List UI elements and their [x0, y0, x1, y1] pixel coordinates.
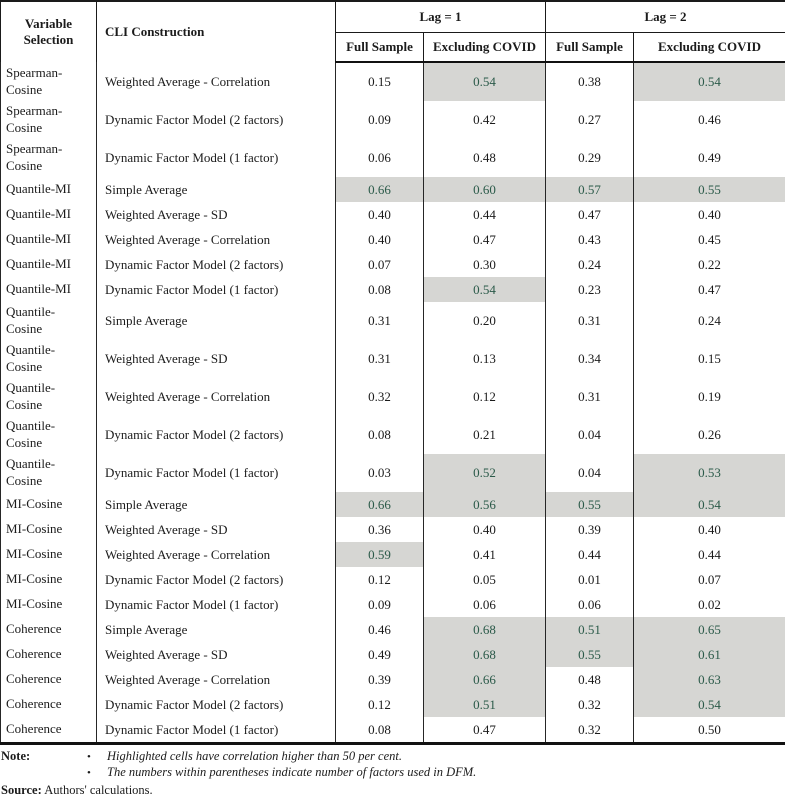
value-excluding-covid-lag1: 0.40 — [424, 517, 546, 542]
cli-construction-cell: Dynamic Factor Model (2 factors) — [97, 416, 336, 454]
value-excluding-covid-lag2: 0.40 — [634, 517, 785, 542]
value-excluding-covid-lag2: 0.40 — [634, 202, 785, 227]
value-full-sample-lag2: 0.48 — [546, 667, 634, 692]
value-full-sample-lag2: 0.55 — [546, 642, 634, 667]
variable-selection-cell: Quantile-MI — [1, 252, 97, 277]
value-excluding-covid-lag2: 0.22 — [634, 252, 785, 277]
value-full-sample-lag1: 0.66 — [336, 177, 424, 202]
value-excluding-covid-lag1: 0.68 — [424, 642, 546, 667]
value-excluding-covid-lag2: 0.50 — [634, 717, 785, 744]
value-full-sample-lag2: 0.31 — [546, 378, 634, 416]
value-full-sample-lag1: 0.39 — [336, 667, 424, 692]
table-row — [1, 416, 785, 454]
variable-selection-cell: Quantile-Cosine — [1, 340, 97, 378]
variable-selection-cell: Quantile-MI — [1, 277, 97, 302]
value-full-sample-lag2: 0.51 — [546, 617, 634, 642]
table-row — [1, 177, 785, 202]
variable-selection-cell: MI-Cosine — [1, 517, 97, 542]
value-full-sample-lag1: 0.59 — [336, 542, 424, 567]
value-excluding-covid-lag2: 0.26 — [634, 416, 785, 454]
cli-construction-cell: Weighted Average - Correlation — [97, 227, 336, 252]
cli-construction-cell: Weighted Average - SD — [97, 642, 336, 667]
value-full-sample-lag1: 0.15 — [336, 62, 424, 101]
value-excluding-covid-lag2: 0.61 — [634, 642, 785, 667]
value-excluding-covid-lag2: 0.19 — [634, 378, 785, 416]
value-excluding-covid-lag1: 0.21 — [424, 416, 546, 454]
variable-selection-cell: Quantile-MI — [1, 227, 97, 252]
table-row — [1, 139, 785, 177]
variable-selection-cell: Quantile-MI — [1, 177, 97, 202]
variable-selection-cell: Quantile-Cosine — [1, 454, 97, 492]
note-line-2 — [1, 764, 783, 780]
variable-selection-cell: Coherence — [1, 642, 97, 667]
value-excluding-covid-lag2: 0.45 — [634, 227, 785, 252]
value-excluding-covid-lag2: 0.55 — [634, 177, 785, 202]
table-row — [1, 340, 785, 378]
value-excluding-covid-lag1: 0.13 — [424, 340, 546, 378]
table-row — [1, 101, 785, 139]
table-row — [1, 492, 785, 517]
header-excluding-covid-lag1: Excluding COVID — [424, 33, 546, 63]
note-line-1 — [1, 748, 783, 764]
value-full-sample-lag1: 0.07 — [336, 252, 424, 277]
value-excluding-covid-lag2: 0.54 — [634, 492, 785, 517]
value-full-sample-lag1: 0.08 — [336, 277, 424, 302]
variable-selection-cell: MI-Cosine — [1, 567, 97, 592]
cli-construction-cell: Dynamic Factor Model (2 factors) — [97, 252, 336, 277]
value-full-sample-lag1: 0.12 — [336, 692, 424, 717]
value-excluding-covid-lag2: 0.02 — [634, 592, 785, 617]
value-excluding-covid-lag1: 0.12 — [424, 378, 546, 416]
table-row — [1, 454, 785, 492]
value-excluding-covid-lag2: 0.24 — [634, 302, 785, 340]
value-excluding-covid-lag2: 0.54 — [634, 62, 785, 101]
cli-construction-cell: Simple Average — [97, 492, 336, 517]
cli-construction-cell: Dynamic Factor Model (1 factor) — [97, 717, 336, 744]
value-full-sample-lag1: 0.12 — [336, 567, 424, 592]
value-full-sample-lag2: 0.39 — [546, 517, 634, 542]
variable-selection-cell: Quantile-Cosine — [1, 416, 97, 454]
table-row — [1, 202, 785, 227]
value-excluding-covid-lag1: 0.66 — [424, 667, 546, 692]
value-excluding-covid-lag1: 0.52 — [424, 454, 546, 492]
table-row — [1, 667, 785, 692]
variable-selection-cell: Spearman-Cosine — [1, 62, 97, 101]
value-full-sample-lag2: 0.04 — [546, 416, 634, 454]
table-row — [1, 717, 785, 744]
table-row — [1, 642, 785, 667]
value-full-sample-lag2: 0.57 — [546, 177, 634, 202]
value-full-sample-lag2: 0.06 — [546, 592, 634, 617]
value-full-sample-lag1: 0.08 — [336, 717, 424, 744]
value-excluding-covid-lag2: 0.53 — [634, 454, 785, 492]
table-row — [1, 592, 785, 617]
cli-construction-cell: Dynamic Factor Model (2 factors) — [97, 567, 336, 592]
value-full-sample-lag1: 0.31 — [336, 302, 424, 340]
value-full-sample-lag1: 0.03 — [336, 454, 424, 492]
variable-selection-cell: Quantile-Cosine — [1, 378, 97, 416]
value-excluding-covid-lag1: 0.41 — [424, 542, 546, 567]
value-full-sample-lag2: 0.23 — [546, 277, 634, 302]
variable-selection-cell: Coherence — [1, 692, 97, 717]
value-excluding-covid-lag1: 0.54 — [424, 62, 546, 101]
value-excluding-covid-lag1: 0.54 — [424, 277, 546, 302]
value-full-sample-lag2: 0.24 — [546, 252, 634, 277]
header-variable-selection: Variable Selection — [1, 1, 97, 62]
value-excluding-covid-lag2: 0.15 — [634, 340, 785, 378]
variable-selection-cell: MI-Cosine — [1, 592, 97, 617]
value-excluding-covid-lag1: 0.47 — [424, 227, 546, 252]
cli-construction-cell: Simple Average — [97, 177, 336, 202]
cli-construction-cell: Weighted Average - Correlation — [97, 378, 336, 416]
cli-construction-cell: Dynamic Factor Model (1 factor) — [97, 592, 336, 617]
value-full-sample-lag2: 0.01 — [546, 567, 634, 592]
value-full-sample-lag2: 0.43 — [546, 227, 634, 252]
value-full-sample-lag1: 0.40 — [336, 202, 424, 227]
value-full-sample-lag2: 0.32 — [546, 692, 634, 717]
table-row — [1, 692, 785, 717]
variable-selection-cell: Quantile-MI — [1, 202, 97, 227]
value-full-sample-lag1: 0.06 — [336, 139, 424, 177]
table-row — [1, 277, 785, 302]
cli-construction-cell: Simple Average — [97, 302, 336, 340]
cli-construction-cell: Weighted Average - Correlation — [97, 62, 336, 101]
variable-selection-cell: Spearman-Cosine — [1, 101, 97, 139]
variable-selection-cell: MI-Cosine — [1, 542, 97, 567]
variable-selection-cell: Spearman-Cosine — [1, 139, 97, 177]
bullet-icon: • — [87, 766, 107, 780]
value-excluding-covid-lag2: 0.46 — [634, 101, 785, 139]
header-full-sample-lag1: Full Sample — [336, 33, 424, 63]
header-cli-construction: CLI Construction — [97, 1, 336, 62]
variable-selection-cell: Coherence — [1, 667, 97, 692]
value-full-sample-lag2: 0.04 — [546, 454, 634, 492]
note-label: Note: — [1, 748, 87, 764]
cli-construction-cell: Weighted Average - SD — [97, 517, 336, 542]
value-full-sample-lag1: 0.31 — [336, 340, 424, 378]
value-excluding-covid-lag2: 0.49 — [634, 139, 785, 177]
source-text: Authors' calculations. — [44, 783, 152, 797]
value-excluding-covid-lag1: 0.42 — [424, 101, 546, 139]
table-row — [1, 227, 785, 252]
value-full-sample-lag2: 0.44 — [546, 542, 634, 567]
value-full-sample-lag2: 0.34 — [546, 340, 634, 378]
value-excluding-covid-lag1: 0.51 — [424, 692, 546, 717]
table-notes — [0, 745, 785, 804]
source-label: Source: — [1, 783, 42, 797]
table-row — [1, 302, 785, 340]
value-excluding-covid-lag1: 0.20 — [424, 302, 546, 340]
header-lag-1: Lag = 1 — [336, 1, 546, 33]
value-excluding-covid-lag1: 0.06 — [424, 592, 546, 617]
value-full-sample-lag2: 0.31 — [546, 302, 634, 340]
cli-construction-cell: Dynamic Factor Model (1 factor) — [97, 277, 336, 302]
table-body — [1, 62, 785, 744]
value-full-sample-lag1: 0.46 — [336, 617, 424, 642]
value-excluding-covid-lag1: 0.47 — [424, 717, 546, 744]
source-line — [1, 782, 783, 798]
value-full-sample-lag1: 0.09 — [336, 592, 424, 617]
variable-selection-cell: Quantile-Cosine — [1, 302, 97, 340]
value-full-sample-lag2: 0.55 — [546, 492, 634, 517]
header-lag-2: Lag = 2 — [546, 1, 785, 33]
variable-selection-cell: Coherence — [1, 717, 97, 744]
value-excluding-covid-lag1: 0.48 — [424, 139, 546, 177]
cli-construction-cell: Dynamic Factor Model (1 factor) — [97, 454, 336, 492]
header-full-sample-lag2: Full Sample — [546, 33, 634, 63]
note-text: Highlighted cells have correlation higher than 50 per cent. — [107, 748, 402, 764]
value-full-sample-lag2: 0.32 — [546, 717, 634, 744]
variable-selection-cell: Coherence — [1, 617, 97, 642]
cli-construction-cell: Simple Average — [97, 617, 336, 642]
cli-construction-cell: Dynamic Factor Model (2 factors) — [97, 101, 336, 139]
cli-construction-cell: Dynamic Factor Model (2 factors) — [97, 692, 336, 717]
cli-construction-cell: Weighted Average - Correlation — [97, 667, 336, 692]
note-text: The numbers within parentheses indicate number of factors used in DFM. — [107, 764, 476, 780]
value-full-sample-lag1: 0.40 — [336, 227, 424, 252]
bullet-icon: • — [87, 750, 107, 764]
table-row — [1, 517, 785, 542]
value-excluding-covid-lag2: 0.65 — [634, 617, 785, 642]
header-excluding-covid-lag2: Excluding COVID — [634, 33, 785, 63]
value-excluding-covid-lag1: 0.68 — [424, 617, 546, 642]
value-excluding-covid-lag2: 0.54 — [634, 692, 785, 717]
table-row — [1, 567, 785, 592]
value-excluding-covid-lag2: 0.44 — [634, 542, 785, 567]
value-full-sample-lag1: 0.49 — [336, 642, 424, 667]
value-full-sample-lag2: 0.27 — [546, 101, 634, 139]
value-excluding-covid-lag1: 0.60 — [424, 177, 546, 202]
value-full-sample-lag2: 0.47 — [546, 202, 634, 227]
cli-construction-cell: Weighted Average - Correlation — [97, 542, 336, 567]
value-excluding-covid-lag1: 0.05 — [424, 567, 546, 592]
value-full-sample-lag2: 0.38 — [546, 62, 634, 101]
value-full-sample-lag1: 0.36 — [336, 517, 424, 542]
value-excluding-covid-lag1: 0.44 — [424, 202, 546, 227]
cli-construction-cell: Weighted Average - SD — [97, 340, 336, 378]
value-full-sample-lag1: 0.08 — [336, 416, 424, 454]
value-full-sample-lag1: 0.32 — [336, 378, 424, 416]
value-full-sample-lag1: 0.66 — [336, 492, 424, 517]
table-row — [1, 617, 785, 642]
cli-construction-cell: Weighted Average - SD — [97, 202, 336, 227]
table-row — [1, 62, 785, 101]
cli-construction-cell: Dynamic Factor Model (1 factor) — [97, 139, 336, 177]
value-excluding-covid-lag2: 0.07 — [634, 567, 785, 592]
value-full-sample-lag2: 0.29 — [546, 139, 634, 177]
table-row — [1, 378, 785, 416]
value-excluding-covid-lag2: 0.63 — [634, 667, 785, 692]
value-excluding-covid-lag1: 0.56 — [424, 492, 546, 517]
table-row — [1, 542, 785, 567]
table-row — [1, 252, 785, 277]
value-excluding-covid-lag1: 0.30 — [424, 252, 546, 277]
variable-selection-cell: MI-Cosine — [1, 492, 97, 517]
value-full-sample-lag1: 0.09 — [336, 101, 424, 139]
value-excluding-covid-lag2: 0.47 — [634, 277, 785, 302]
